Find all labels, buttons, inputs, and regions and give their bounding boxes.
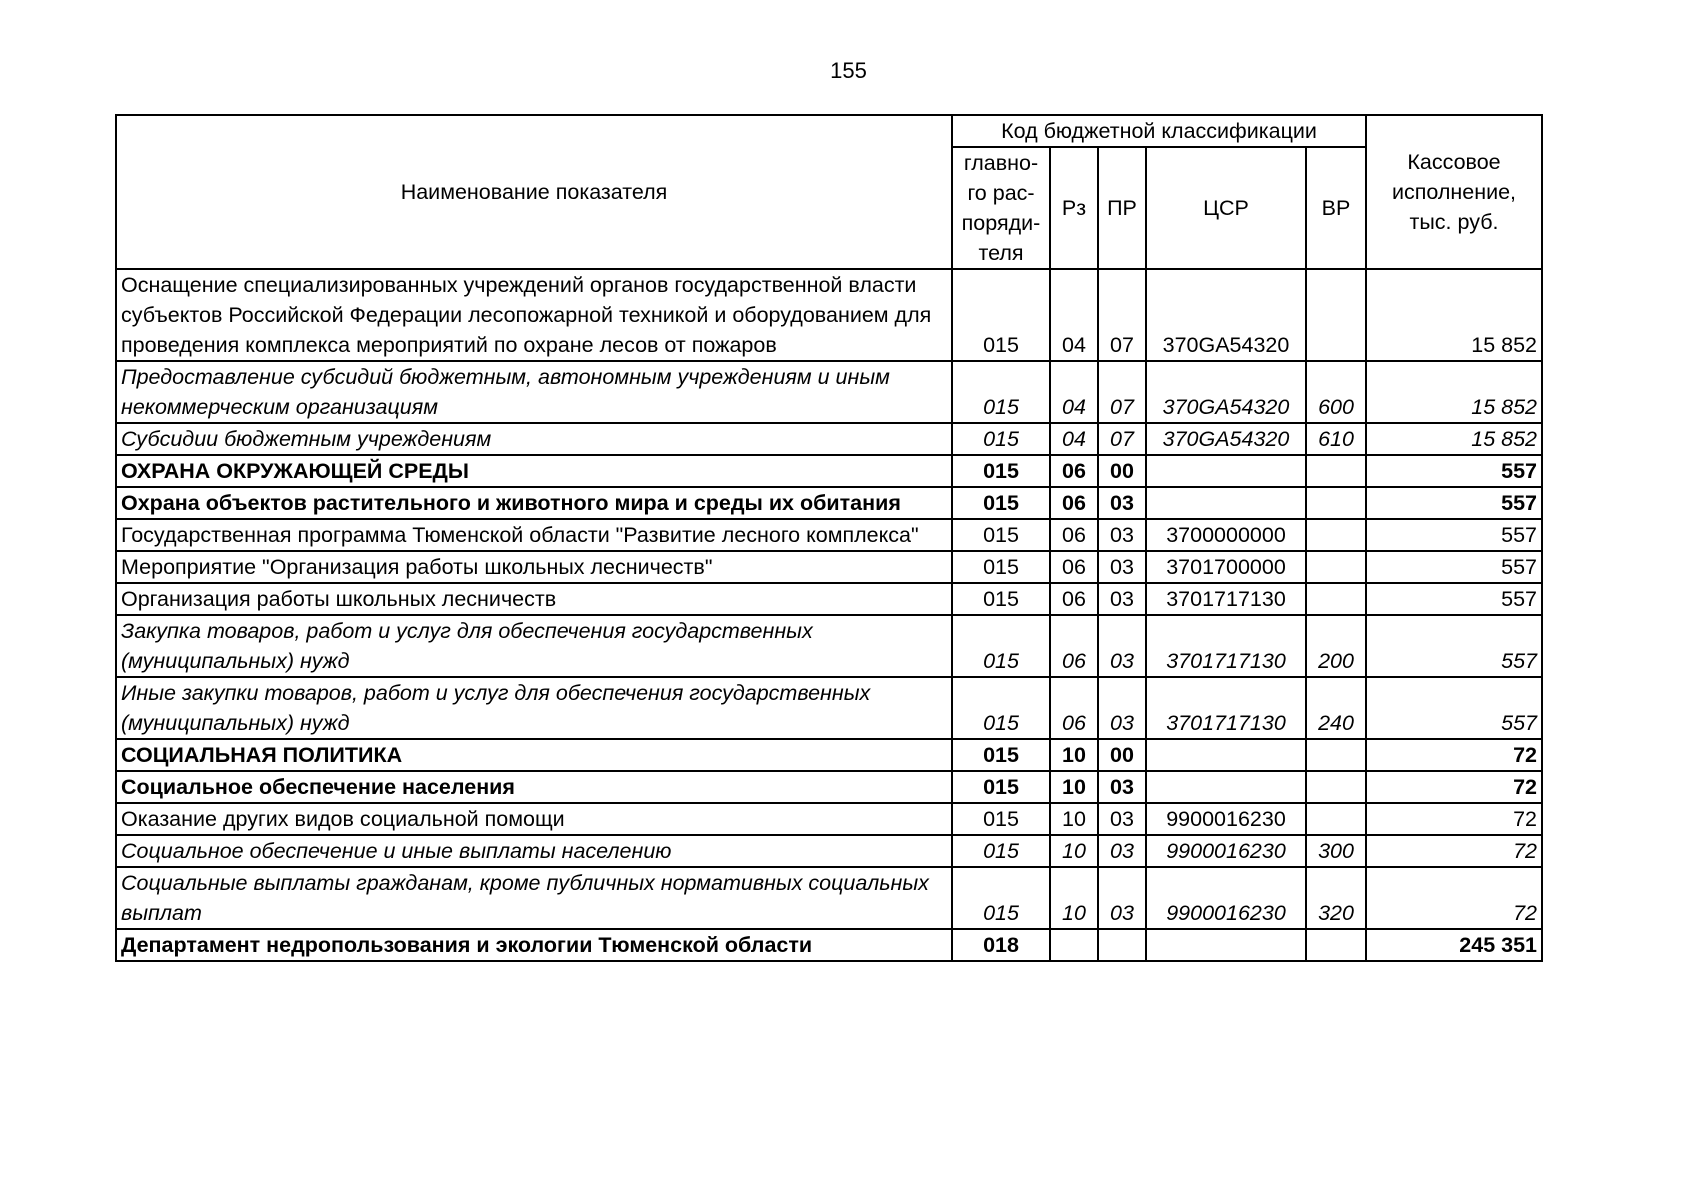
cell-rz: 04 xyxy=(1050,269,1098,361)
table-row xyxy=(116,771,1542,803)
cell-vr xyxy=(1306,455,1366,487)
table-row xyxy=(116,677,1542,739)
cell-pr: 03 xyxy=(1098,835,1146,867)
cell-amount: 557 xyxy=(1366,583,1542,615)
cell-name: Субсидии бюджетным учреждениям xyxy=(116,423,952,455)
cell-vr xyxy=(1306,929,1366,961)
cell-glavn: 015 xyxy=(952,361,1050,423)
cell-name: Закупка товаров, работ и услуг для обеспечения государственных (муниципальных) нужд xyxy=(116,615,952,677)
cell-glavn: 015 xyxy=(952,615,1050,677)
cell-csr: 9900016230 xyxy=(1146,835,1306,867)
table-body xyxy=(116,269,1542,961)
cell-glavn: 015 xyxy=(952,771,1050,803)
table-header xyxy=(116,115,1542,269)
cell-rz: 10 xyxy=(1050,771,1098,803)
cell-name: Иные закупки товаров, работ и услуг для обеспечения государственных (муниципальных) нужд xyxy=(116,677,952,739)
cell-rz: 04 xyxy=(1050,361,1098,423)
table-row xyxy=(116,455,1542,487)
cell-pr: 07 xyxy=(1098,361,1146,423)
cell-vr: 300 xyxy=(1306,835,1366,867)
cell-rz: 10 xyxy=(1050,803,1098,835)
cell-rz: 10 xyxy=(1050,867,1098,929)
cell-pr: 03 xyxy=(1098,677,1146,739)
cell-vr xyxy=(1306,739,1366,771)
header-vr: ВР xyxy=(1306,147,1366,269)
header-amount: Кассовое исполнение, тыс. руб. xyxy=(1366,115,1542,269)
cell-csr xyxy=(1146,929,1306,961)
table-row xyxy=(116,867,1542,929)
cell-rz: 06 xyxy=(1050,455,1098,487)
cell-pr: 03 xyxy=(1098,771,1146,803)
cell-csr: 3701700000 xyxy=(1146,551,1306,583)
cell-amount: 15 852 xyxy=(1366,361,1542,423)
cell-csr: 3701717130 xyxy=(1146,677,1306,739)
table-row xyxy=(116,803,1542,835)
table-row xyxy=(116,929,1542,961)
cell-csr: 370GA54320 xyxy=(1146,423,1306,455)
cell-pr: 03 xyxy=(1098,519,1146,551)
cell-rz: 04 xyxy=(1050,423,1098,455)
cell-name: Мероприятие "Организация работы школьных лесничеств" xyxy=(116,551,952,583)
cell-csr: 3701717130 xyxy=(1146,615,1306,677)
cell-glavn: 018 xyxy=(952,929,1050,961)
cell-amount: 245 351 xyxy=(1366,929,1542,961)
table-row xyxy=(116,835,1542,867)
cell-amount: 557 xyxy=(1366,615,1542,677)
table-row xyxy=(116,583,1542,615)
cell-pr: 03 xyxy=(1098,551,1146,583)
cell-csr xyxy=(1146,771,1306,803)
table-row xyxy=(116,361,1542,423)
table-row xyxy=(116,739,1542,771)
header-csr: ЦСР xyxy=(1146,147,1306,269)
cell-vr: 320 xyxy=(1306,867,1366,929)
budget-table xyxy=(115,114,1543,962)
cell-amount: 557 xyxy=(1366,551,1542,583)
cell-amount: 557 xyxy=(1366,677,1542,739)
table-row xyxy=(116,269,1542,361)
cell-name: Охрана объектов растительного и животного мира и среды их обитания xyxy=(116,487,952,519)
cell-name: СОЦИАЛЬНАЯ ПОЛИТИКА xyxy=(116,739,952,771)
cell-vr xyxy=(1306,803,1366,835)
page-number: 155 xyxy=(830,58,867,83)
cell-amount: 15 852 xyxy=(1366,269,1542,361)
cell-csr: 9900016230 xyxy=(1146,803,1306,835)
table-row xyxy=(116,423,1542,455)
cell-pr: 03 xyxy=(1098,487,1146,519)
cell-pr: 03 xyxy=(1098,803,1146,835)
cell-vr xyxy=(1306,269,1366,361)
cell-vr: 610 xyxy=(1306,423,1366,455)
header-rz: Рз xyxy=(1050,147,1098,269)
cell-vr xyxy=(1306,551,1366,583)
cell-rz: 06 xyxy=(1050,677,1098,739)
table-row xyxy=(116,551,1542,583)
cell-pr: 07 xyxy=(1098,269,1146,361)
cell-glavn: 015 xyxy=(952,835,1050,867)
cell-rz: 10 xyxy=(1050,739,1098,771)
cell-amount: 72 xyxy=(1366,771,1542,803)
cell-rz: 06 xyxy=(1050,583,1098,615)
cell-glavn: 015 xyxy=(952,423,1050,455)
cell-glavn: 015 xyxy=(952,583,1050,615)
cell-glavn: 015 xyxy=(952,867,1050,929)
cell-name: Организация работы школьных лесничеств xyxy=(116,583,952,615)
cell-csr: 370GA54320 xyxy=(1146,269,1306,361)
header-pr: ПР xyxy=(1098,147,1146,269)
cell-vr xyxy=(1306,519,1366,551)
cell-glavn: 015 xyxy=(952,803,1050,835)
cell-name: Оснащение специализированных учреждений органов государственной власти субъектов Российской Федерации лесопожарной техникой и оборудованием для проведения комплекса мероприятий по охране лесов от пожаров xyxy=(116,269,952,361)
cell-pr: 03 xyxy=(1098,867,1146,929)
cell-amount: 557 xyxy=(1366,519,1542,551)
cell-rz: 06 xyxy=(1050,519,1098,551)
cell-pr: 07 xyxy=(1098,423,1146,455)
cell-glavn: 015 xyxy=(952,455,1050,487)
cell-pr xyxy=(1098,929,1146,961)
cell-rz: 10 xyxy=(1050,835,1098,867)
cell-pr: 00 xyxy=(1098,455,1146,487)
cell-vr: 600 xyxy=(1306,361,1366,423)
cell-glavn: 015 xyxy=(952,269,1050,361)
cell-name: Оказание других видов социальной помощи xyxy=(116,803,952,835)
header-name: Наименование показателя xyxy=(116,115,952,269)
cell-glavn: 015 xyxy=(952,551,1050,583)
cell-pr: 03 xyxy=(1098,583,1146,615)
cell-vr xyxy=(1306,487,1366,519)
cell-name: Департамент недропользования и экологии Тюменской области xyxy=(116,929,952,961)
table-row xyxy=(116,487,1542,519)
cell-csr: 9900016230 xyxy=(1146,867,1306,929)
cell-name: Государственная программа Тюменской области "Развитие лесного комплекса" xyxy=(116,519,952,551)
header-code-group: Код бюджетной классификации xyxy=(952,115,1366,147)
cell-amount: 72 xyxy=(1366,739,1542,771)
cell-name: ОХРАНА ОКРУЖАЮЩЕЙ СРЕДЫ xyxy=(116,455,952,487)
cell-glavn: 015 xyxy=(952,677,1050,739)
cell-vr: 200 xyxy=(1306,615,1366,677)
cell-rz xyxy=(1050,929,1098,961)
cell-glavn: 015 xyxy=(952,519,1050,551)
cell-csr: 370GA54320 xyxy=(1146,361,1306,423)
cell-name: Социальное обеспечение населения xyxy=(116,771,952,803)
table-row xyxy=(116,519,1542,551)
cell-amount: 72 xyxy=(1366,803,1542,835)
header-glavn: главно-го рас-поряди-теля xyxy=(952,147,1050,269)
cell-glavn: 015 xyxy=(952,739,1050,771)
cell-csr: 3701717130 xyxy=(1146,583,1306,615)
cell-name: Социальные выплаты гражданам, кроме публичных нормативных социальных выплат xyxy=(116,867,952,929)
cell-pr: 03 xyxy=(1098,615,1146,677)
cell-csr: 3700000000 xyxy=(1146,519,1306,551)
table-row xyxy=(116,615,1542,677)
cell-rz: 06 xyxy=(1050,487,1098,519)
cell-csr xyxy=(1146,739,1306,771)
cell-name: Предоставление субсидий бюджетным, автономным учреждениям и иным некоммерческим организациям xyxy=(116,361,952,423)
cell-amount: 72 xyxy=(1366,835,1542,867)
cell-rz: 06 xyxy=(1050,551,1098,583)
cell-amount: 557 xyxy=(1366,487,1542,519)
cell-name: Социальное обеспечение и иные выплаты населению xyxy=(116,835,952,867)
cell-csr xyxy=(1146,455,1306,487)
cell-amount: 557 xyxy=(1366,455,1542,487)
cell-pr: 00 xyxy=(1098,739,1146,771)
cell-vr: 240 xyxy=(1306,677,1366,739)
cell-vr xyxy=(1306,583,1366,615)
cell-glavn: 015 xyxy=(952,487,1050,519)
cell-csr xyxy=(1146,487,1306,519)
cell-amount: 72 xyxy=(1366,867,1542,929)
cell-vr xyxy=(1306,771,1366,803)
cell-amount: 15 852 xyxy=(1366,423,1542,455)
cell-rz: 06 xyxy=(1050,615,1098,677)
